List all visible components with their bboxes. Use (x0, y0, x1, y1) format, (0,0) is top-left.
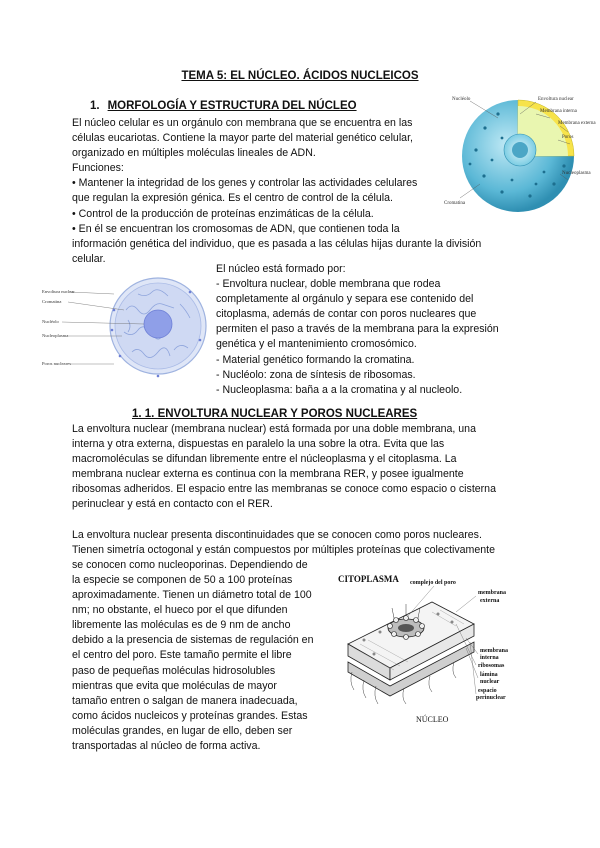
sphere-label: Membrana interna (540, 109, 577, 114)
label-lamina: lámina (480, 672, 498, 678)
label-lamina-2: nuclear (480, 679, 500, 685)
text-line: mientras que evita que moléculas de mayor (72, 679, 277, 692)
text-line: citoplasma, además de contar con poros nucleares que (216, 308, 477, 321)
label-inner-membrane-2: interna (480, 655, 499, 661)
text-line: interna y otra externa, dispuestas en paralelo la una sobre la otra. Evita que las (72, 438, 445, 451)
intro-text (72, 116, 481, 267)
text-line: macromoléculas se difundan libremente entre el núcleoplasma y el citoplasma. La (72, 453, 457, 466)
label-perinuclear-space-2: perinuclear (476, 695, 506, 701)
figure-title: CITOPLASMA (338, 574, 399, 584)
text-line: libremente las moléculas es de 9 nm de ancho (72, 619, 291, 632)
text-line: membrana nuclear externa es continua con la membrana RER, y posee igualmente (72, 468, 464, 481)
text-line: - Envoltura nuclear, doble membrana que rodea (216, 278, 441, 291)
text-line: que regulan la expresión génica. Es el centro de control de la célula. (72, 192, 393, 205)
cell-label: Cromatina (42, 299, 62, 304)
text-line: paso de pequeñas moléculas hidrosolubles (72, 664, 276, 677)
text-line: permiten el paso a través de la membrana para la expresión (216, 323, 499, 336)
text-line: se conocen como nucleoporinas. Dependiendo de (72, 559, 308, 572)
text-line: nm; no obstante, el hueco por el que difunden (72, 604, 288, 617)
text-line: debido a la presencia de sistemas de regulación en (72, 634, 314, 647)
sphere-label: Membrana externa (558, 121, 596, 126)
label-outer-membrane-2: externa (480, 598, 500, 604)
section-number: 1. (90, 100, 100, 112)
figure-caption: NÚCLEO (416, 715, 449, 724)
cell-label: Envoltura nuclear (42, 289, 75, 294)
sphere-label: Cromatina (444, 201, 466, 206)
sphere-label: Nucleoplasma (562, 171, 591, 176)
text-line: aproximadamente. Tienen un diámetro total de 100 (72, 589, 312, 602)
section-heading-1-1: 1. 1. ENVOLTURA NUCLEAR Y POROS NUCLEARES (132, 408, 418, 420)
text-line: • Control de la producción de proteínas enzimáticas de la célula. (72, 207, 374, 220)
text-line: - Material genético formando la cromatina. (216, 353, 415, 366)
text-line: genética y el mantenimiento cromosómico. (216, 338, 417, 351)
text-line: ribosomas adheridos. El espacio entre las membranas se conoce como espacio o cisterna (72, 483, 496, 496)
label-ribosomes: ribosomas (478, 663, 505, 669)
text-line: • En él se encuentran los cromosomas de ADN, que contienen toda la (72, 222, 400, 235)
text-line: la especie se componen de 50 a 100 proteínas (72, 574, 293, 586)
text-line: celular. (72, 252, 106, 265)
sphere-label: Nucléolo (452, 97, 471, 102)
text-line: completamente al orgánulo y separa ese contenido del (216, 293, 474, 306)
text-line: La envoltura nuclear presenta discontinuidades que se conocen como poros nucleares. (72, 529, 482, 541)
structure-list (216, 262, 499, 398)
sphere-label: Envoltura nuclear (538, 97, 574, 102)
section-heading-text: MORFOLOGÍA Y ESTRUCTURA DEL NÚCLEO (107, 100, 357, 112)
text-line: • Mantener la integridad de los genes y controlar las actividades celulares (72, 177, 418, 190)
text-line: tamaño entren o salgan de manera inadecuada, (72, 694, 298, 707)
nucleus-cross-section-figure (40, 270, 212, 388)
text-line: transportadas al núcleo de forma activa. (72, 740, 261, 753)
text-line: La envoltura nuclear (membrana nuclear) está formada por una doble membrana, una (72, 423, 476, 435)
cell-label: Nucleoplasma (42, 333, 69, 338)
label-pore-complex: complejo del poro (410, 580, 456, 586)
text-line: células eucariotas. Contiene la mayor parte del material genético celular, (72, 132, 413, 145)
label-outer-membrane: membrana (478, 590, 506, 596)
text-line: El núcleo celular es un orgánulo con membrana que se encuentra en las (72, 117, 413, 129)
text-line: - Nucléolo: zona de síntesis de ribosomas. (216, 368, 416, 381)
text-line: - Nucleoplasma: baña a a la cromatina y al nucleolo. (216, 383, 463, 396)
text-line: el centro del poro. Este tamaño permite el libre (72, 649, 292, 662)
text-line: como ácidos nucleicos y proteínas grandes. Estas (72, 709, 308, 722)
paragraph-pores (72, 528, 495, 573)
text-line: organizado en múltiples moléculas lineales de ADN. (72, 147, 316, 160)
paragraph-envelope (72, 422, 496, 513)
label-perinuclear-space: espacio (478, 688, 497, 694)
cell-label: Poros nucleares (42, 361, 71, 366)
text-line: perinuclear y está en contacto con el RER. (72, 498, 273, 511)
paragraph-pores-continued (72, 573, 313, 754)
section-heading-1 (90, 100, 357, 112)
text-line: información genética del individuo, que es pasada a las células hijas durante la división (72, 237, 482, 250)
cell-label: Nucléolo (42, 319, 59, 324)
text-line: moléculas grandes, en lugar de ello, deben ser (72, 724, 293, 737)
text-line: Funciones: (72, 162, 124, 175)
nuclear-pore-figure (334, 572, 526, 730)
page-title: TEMA 5: EL NÚCLEO. ÁCIDOS NUCLEICOS (181, 70, 419, 82)
text-line: Tienen simetría octogonal y están compuestos por múltiples proteínas que colectivamente (72, 544, 495, 557)
nucleus-3d-figure (440, 88, 600, 218)
text-line: El núcleo está formado por: (216, 263, 346, 275)
sphere-label: Poros (562, 135, 574, 140)
label-inner-membrane: membrana (480, 648, 508, 654)
